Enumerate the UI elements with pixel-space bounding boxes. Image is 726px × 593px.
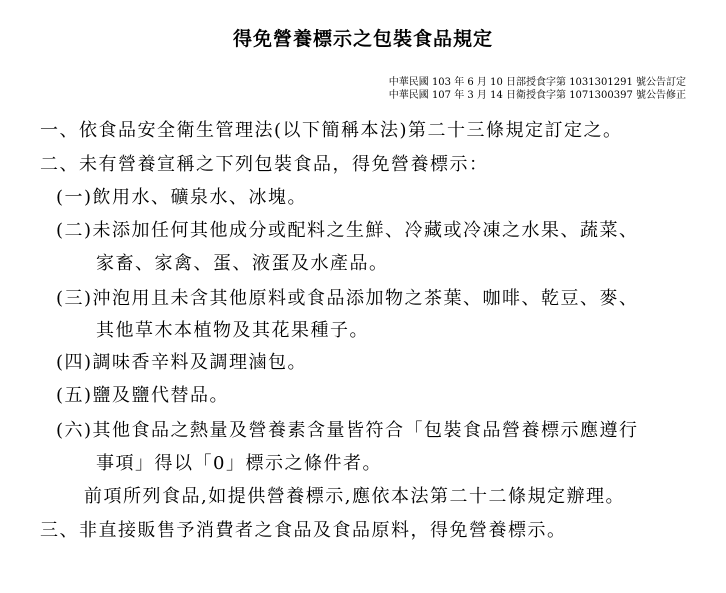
article-two: 二、未有營養宣稱之下列包裝食品，得免營養標示： bbox=[40, 154, 489, 175]
article-three: 三、非直接販售予消費者之食品及食品原料，得免營養標示。 bbox=[40, 520, 567, 541]
item-three-continued: 其他草木本植物及其花果種子。 bbox=[96, 320, 369, 341]
announcement-line-amended: 中華民國 107 年 3 月 14 日衛授食字第 1071300397 號公告修正 bbox=[388, 90, 686, 101]
item-three: (三)沖泡用且未含其他原料或食品添加物之茶葉、咖啡、乾豆、麥、 bbox=[56, 288, 639, 309]
item-two: (二)未添加任何其他成分或配料之生鮮、冷藏或冷凍之水果、蔬菜、 bbox=[56, 220, 639, 241]
item-four: (四)調味香辛料及調理滷包。 bbox=[56, 352, 308, 373]
item-six: (六)其他食品之熱量及營養素含量皆符合「包裝食品營養標示應遵行 bbox=[56, 420, 639, 441]
item-five: (五)鹽及鹽代替品。 bbox=[56, 385, 230, 406]
article-two-note: 前項所列食品,如提供營養標示,應依本法第二十二條規定辦理。 bbox=[84, 486, 625, 507]
article-one: 一、依食品安全衛生管理法(以下簡稱本法)第二十三條規定訂定之。 bbox=[40, 120, 623, 141]
announcement-line-enacted: 中華民國 103 年 6 月 10 日部授食字第 1031301291 號公告訂定 bbox=[388, 77, 686, 88]
item-two-continued: 家畜、家禽、蛋、液蛋及水產品。 bbox=[96, 253, 389, 274]
item-one: (一)飲用水、礦泉水、冰塊。 bbox=[56, 187, 308, 208]
item-six-continued: 事項」得以「0」標示之條件者。 bbox=[96, 453, 382, 474]
document-title: 得免營養標示之包裝食品規定 bbox=[232, 28, 493, 50]
announcement-info bbox=[389, 76, 686, 102]
